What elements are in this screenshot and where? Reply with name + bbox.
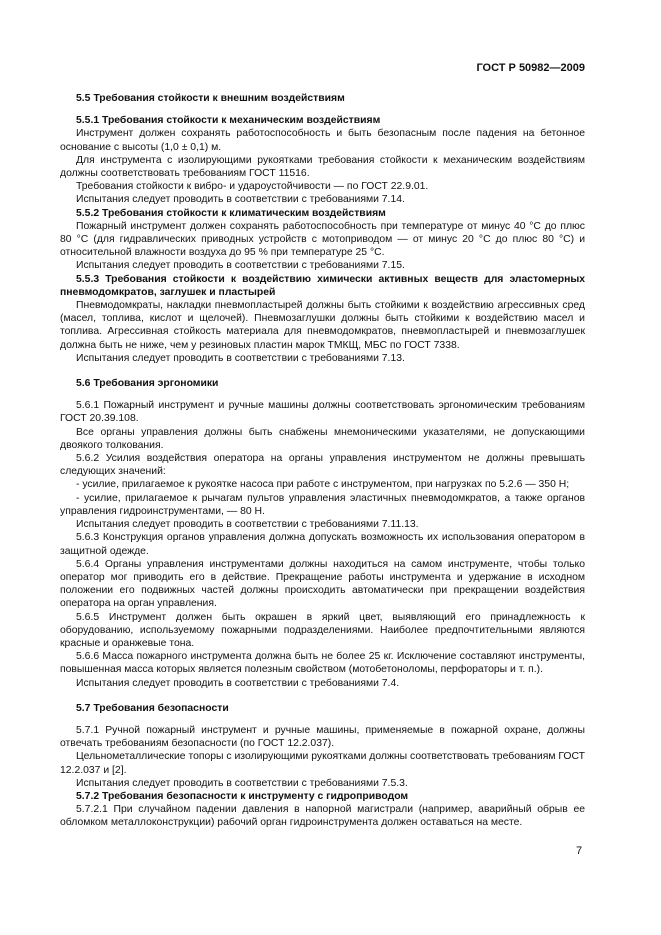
paragraph: 5.6.3 Конструкция органов управления должна допускать возможность их использования оператором в защитной одежде. (60, 532, 585, 557)
document-body (60, 92, 585, 830)
paragraph: Пожарный инструмент должен сохранять работоспособность при температуре от минус 40 °С до плюс 80 °С (для гидравлических приводных устройств с мотоприводом — от минус 20 °С до плюс 80 °С) и относительной влажности воздуха до 95 % при температуре 25 °С. (60, 220, 585, 259)
section-heading: 5.7 Требования безопасности (76, 702, 229, 714)
paragraph: Инструмент должен сохранять работоспособность и быть безопасным после падения на бетонное основание с высоты (1,0 ± 0,1) м. (60, 128, 585, 153)
paragraph: Испытания следует проводить в соответствии с требованиями 7.5.3. (76, 777, 408, 789)
subsection-heading: 5.5.2 Требования стойкости к климатическим воздействиям (76, 207, 386, 219)
paragraph: Испытания следует проводить в соответствии с требованиями 7.11.13. (76, 519, 419, 531)
subsection-heading: 5.5.1 Требования стойкости к механическим воздействиям (76, 115, 381, 127)
paragraph: Все органы управления должны быть снабжены мнемоническими указателями, не допускающими двоякого толкования. (60, 426, 585, 451)
paragraph: Пневмодомкраты, накладки пневмопластырей должны быть стойкими к воздействию агрессивных сред (масел, топлива, кислот и щелочей). Пневмозаглушки должны быть стойкими к воздействию масел и топлива. Агрессивная стойкость материала для пневмодомкратов, пневмопластырей и пневмозаглушек должна быть не ниже, чем у резиновых пластин марок ТМКЩ, МБС по ГОСТ 7338. (60, 300, 585, 351)
subsection-heading: 5.7.2 Требования безопасности к инструменту с гидроприводом (76, 790, 409, 802)
paragraph: 5.6.2 Усилия воздействия оператора на органы управления инструментом не должны превышать следующих значений: (60, 453, 585, 478)
list-item: - усилие, прилагаемое к рычагам пультов управления эластичных пневмодомкратов, а также органов управления гидроинструментами, — 80 Н. (60, 492, 585, 517)
list-item: - усилие, прилагаемое к рукоятке насоса при работе с инструментом, при нагрузках по 5.2.6 — 350 Н; (76, 479, 570, 491)
paragraph: 5.7.2.1 При случайном падении давления в напорной магистрали (например, аварийный обрыв ее обломком металлоконструкции) рабочий орган гидроинструмента должен оставаться на месте. (60, 804, 585, 829)
paragraph: 5.7.1 Ручной пожарный инструмент и ручные машины, применяемые в пожарной охране, должны отвечать требованиям безопасности (по ГОСТ 12.2.037). (60, 724, 585, 750)
paragraph: 5.6.1 Пожарный инструмент и ручные машины должны соответствовать эргономическим требованиям ГОСТ 20.39.108. (60, 400, 585, 425)
paragraph: Испытания следует проводить в соответствии с требованиями 7.4. (76, 677, 400, 689)
paragraph: Испытания следует проводить в соответствии с требованиями 7.15. (76, 260, 405, 272)
document-header: ГОСТ Р 50982—2009 (476, 62, 585, 74)
subsection-heading: 5.5.3 Требования стойкости к воздействию химически активных веществ для эластомерных пневмодомкратов, заглушек и пластырей (60, 273, 585, 298)
paragraph: 5.6.5 Инструмент должен быть окрашен в яркий цвет, выявляющий его принадлежность к оборудованию, используемому пожарными подразделениями. Наиболее предпочтительными являются красные и оранжевые тона. (60, 611, 585, 649)
paragraph: 5.6.6 Масса пожарного инструмента должна быть не более 25 кг. Исключение составляют инструменты, повышенная масса которых является полезным свойством (мотобетоноломы, перфораторы и т. п.). (60, 651, 585, 676)
paragraph: Для инструмента с изолирующими рукоятками требования стойкости к механическим воздействиям должны соответствовать требованиям ГОСТ 11516. (60, 154, 585, 180)
paragraph: 5.6.4 Органы управления инструментами должны находиться на самом инструменте, чтобы только оператор мог приводить его в действие. Прекращение работы инструмента и удержание в исходном положении его подвижных частей должны происходить автоматически при прекращении воздействия оператора на орган управления. (60, 558, 585, 610)
paragraph: Испытания следует проводить в соответствии с требованиями 7.13. (76, 352, 405, 364)
section-heading: 5.5 Требования стойкости к внешним воздействиям (76, 93, 345, 104)
paragraph: Требования стойкости к вибро- и удароустойчивости — по ГОСТ 22.9.01. (76, 181, 429, 193)
page-number: 7 (576, 845, 583, 857)
paragraph: Цельнометаллические топоры с изолирующими рукоятками должны соответствовать требованиям ГОСТ 12.2.037 и [2]. (60, 751, 585, 776)
section-heading: 5.6 Требования эргономики (76, 378, 219, 390)
paragraph: Испытания следует проводить в соответствии с требованиями 7.14. (76, 194, 405, 206)
